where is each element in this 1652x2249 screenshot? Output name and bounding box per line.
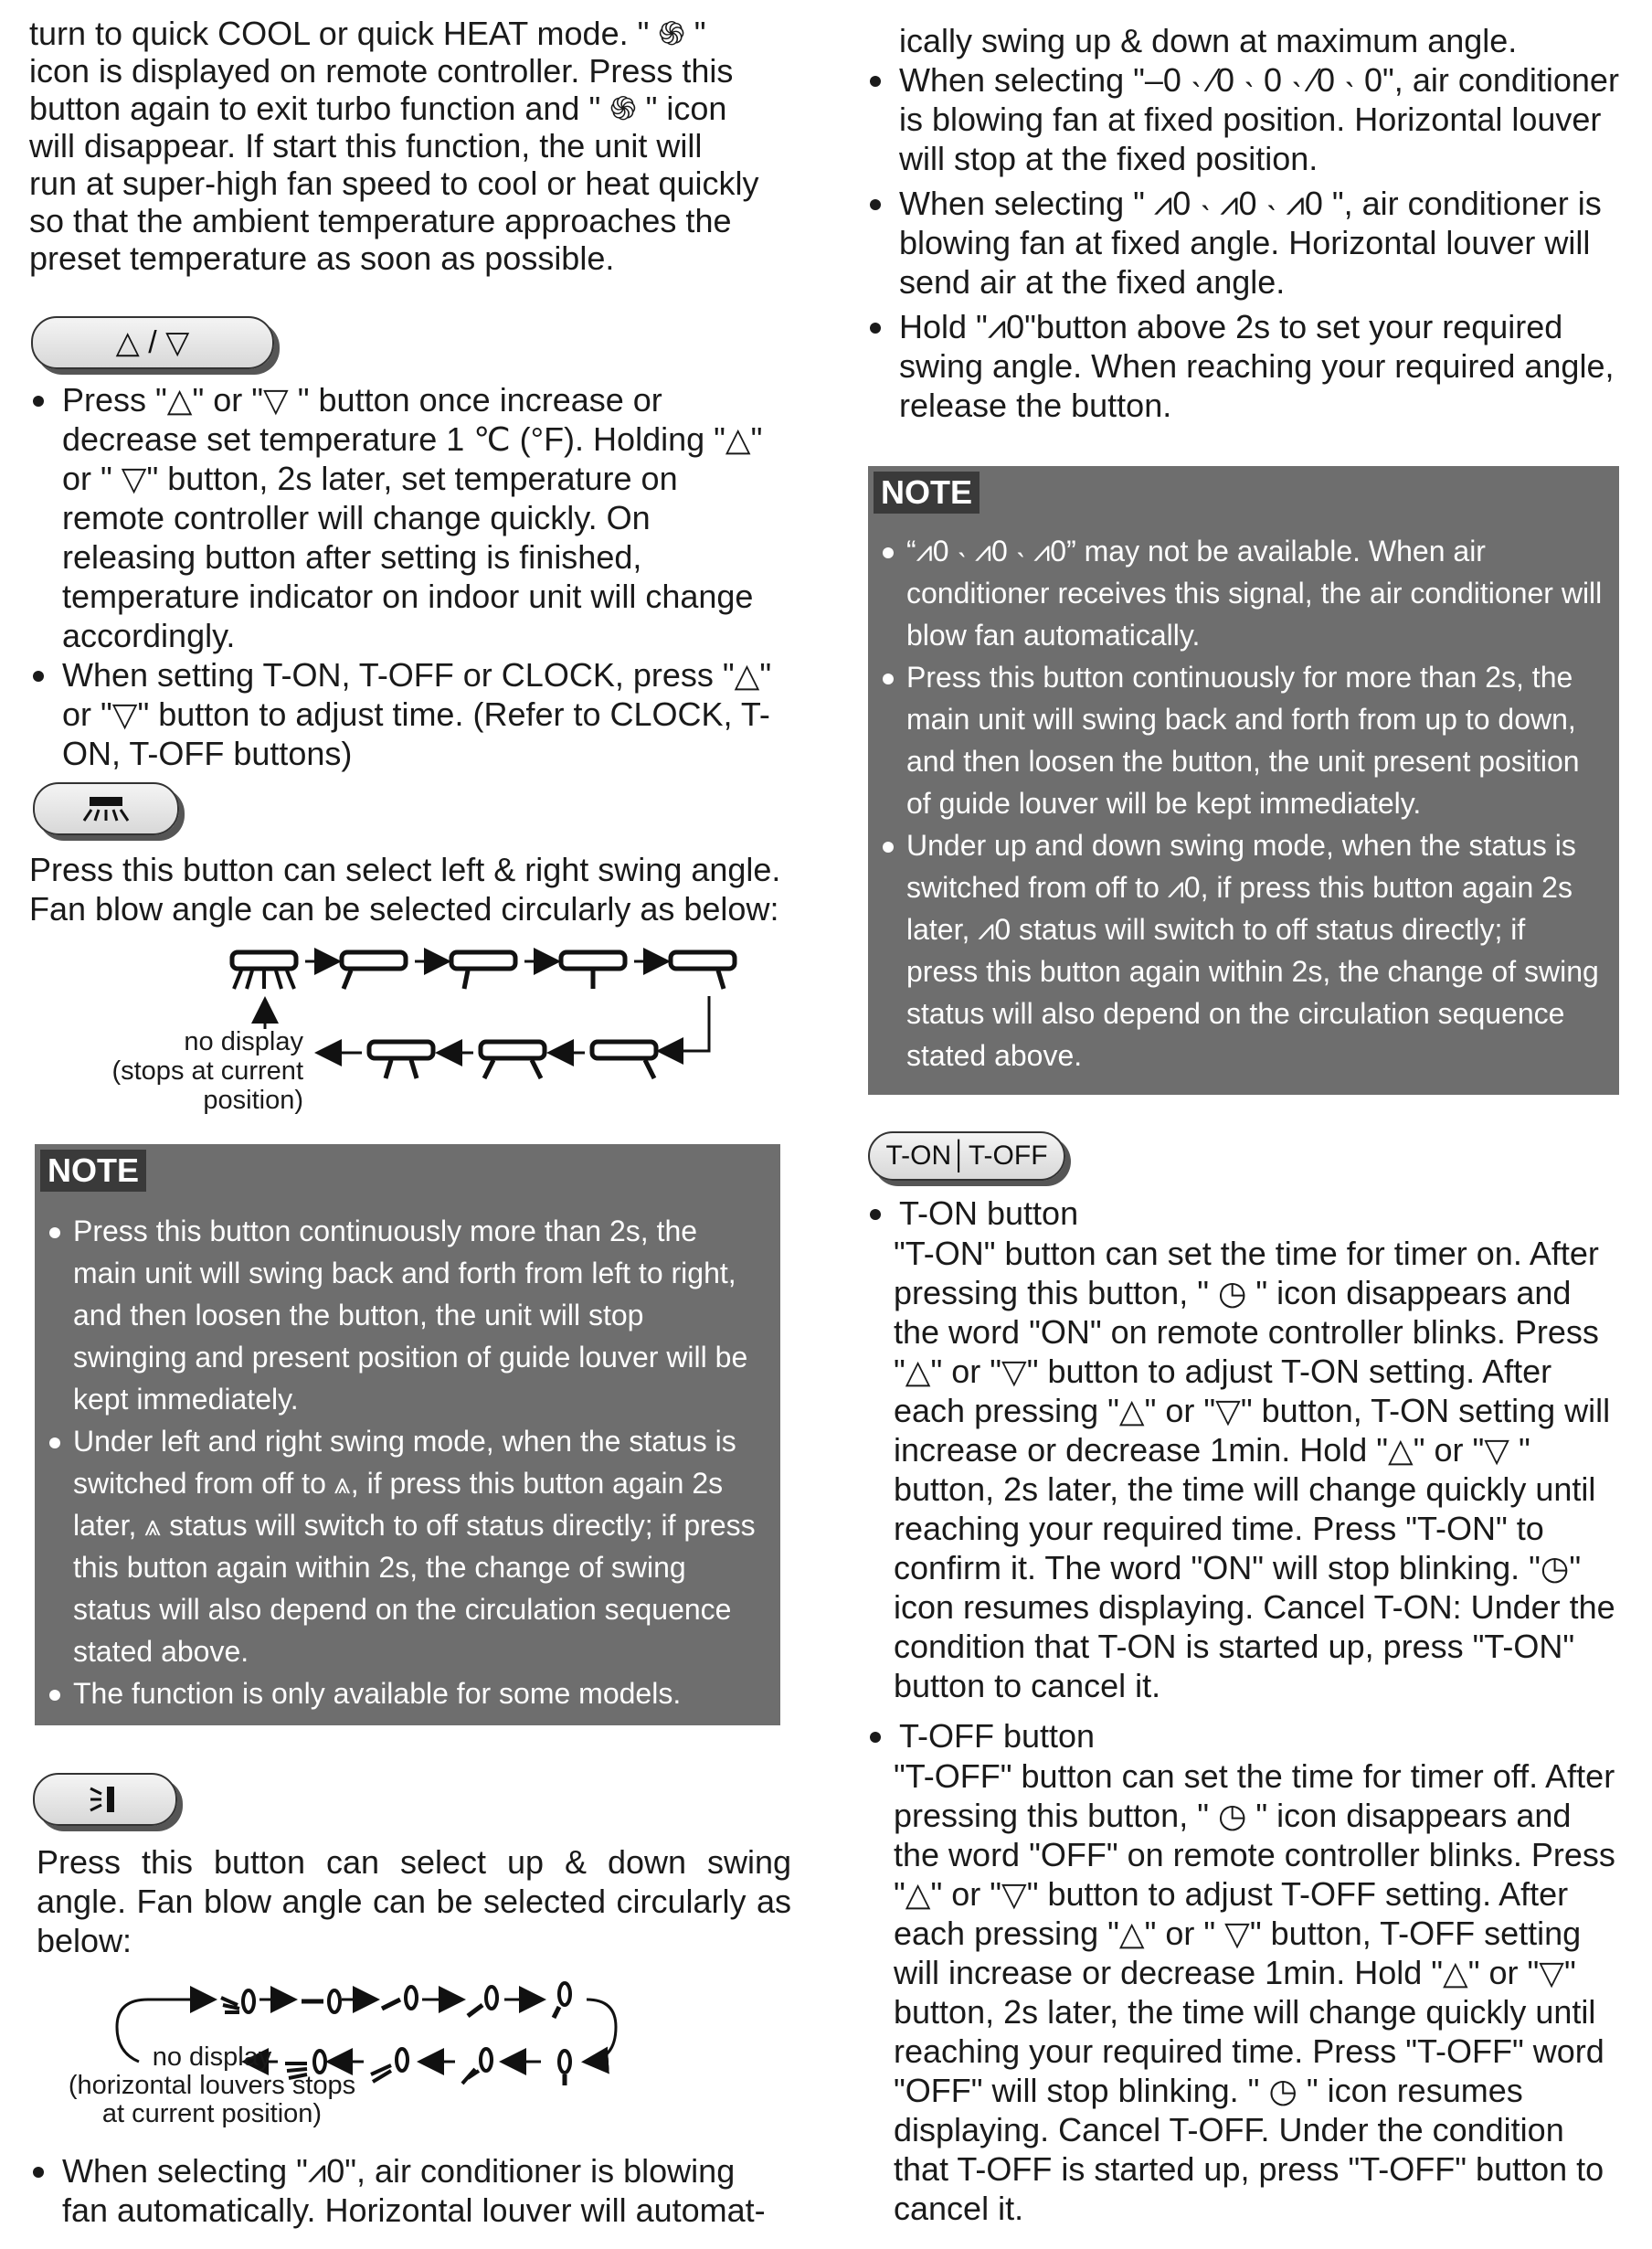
list-item: Hold "⩘0"button above 2s to set your required swing angle. When reaching your required angle, release the button. — [866, 307, 1625, 425]
ton-heading: T-ON button — [866, 1193, 1625, 1233]
lr-swing-icon — [80, 795, 132, 822]
ton-text: "T-ON" button can set the time for timer on. After pressing this button, " ◷ " icon disappears and the word "ON" on remote controller blinks. Press "△" or "▽" button to adjust T-ON setting. After each pressing "△" or "▽" button, T-ON setting will increase or decrease 1min. Hold "△" or "▽ " button, 2s later, the time will change quickly until reaching your required time. Press "T-ON" to confirm it. The word "ON" will stop blinking. "◷" icon resumes displaying. Cancel T-ON: Under the condition that T-ON is started up, press "T-ON" button to cancel it. — [894, 1235, 1615, 1704]
louver-state-icon — [232, 952, 296, 989]
toff-text: "T-OFF" button can set the time for timer off. After pressing this button, " ◷ " icon disappears and the word "OFF" on remote controller blinks. Press "△" or "▽" button to adjust T-OFF setting. After each pressing "△" or " ▽" button, T-OFF setting will increase or decrease 1min. Hold "△" or "▽" button, 2s later, the time will change quickly until reaching your required time. Press "T-OFF" word "OFF" will stop blinking. " ◷ " icon resumes displaying. Cancel T-OFF. Under the condition that T-OFF is started up, press "T-OFF" button to cancel it. — [894, 1757, 1615, 2227]
louver-state-icon — [671, 952, 735, 989]
louver-state-icon — [451, 952, 515, 989]
vertical-louver-icon — [559, 2051, 570, 2085]
list-item: When setting T-ON, T-OFF or CLOCK, press "△" or "▽" button to adjust time. (Refer to CLOCK, T-ON, T-OFF buttons) — [29, 655, 788, 773]
lr-swing-text: Press this button can select left & right swing angle. Fan blow angle can be selected circularly as below: — [29, 851, 781, 928]
toff-heading: T-OFF button — [866, 1716, 1625, 1756]
note-box-ud — [868, 466, 1619, 1095]
timer-on-off-button[interactable] — [868, 1131, 1065, 1181]
vertical-louver-icon — [554, 1983, 570, 2018]
louver-state-icon — [342, 952, 406, 989]
note-box-lr — [35, 1144, 780, 1725]
list-item: When selecting " ⩘0 ˴ ⩘0 ˴ ⩘0 ", air conditioner is blowing fan at fixed angle. Horizontal louver will send air at the fixed angle. — [866, 184, 1625, 302]
ud-swing-icon — [87, 1783, 123, 1816]
list-item: Press "△" or "▽ " button once increase or decrease set temperature 1 ℃ (°F). Holding "△" or " ▽" button, 2s later, set temperature on remote controller will change quickly. On releasing button after setting is finished, temperature indicator on indoor unit will change accordingly. — [29, 380, 788, 655]
swing-bullets — [866, 60, 1625, 425]
caption-line: no display — [184, 1027, 303, 1056]
caption-line: at current position) — [101, 2099, 323, 2128]
caption-line: no display — [152, 2042, 272, 2072]
temp-bullets — [29, 380, 788, 773]
louver-state-icon — [561, 952, 625, 989]
up-down-swing-button[interactable] — [33, 1773, 177, 1826]
note-item: Press this button continuously more than 2s, the main unit will swing back and forth from left to right, and then loosen the button, the unit will stop swinging and present position of guide louver will be kept immediately. — [35, 1210, 764, 1420]
left-right-swing-button[interactable] — [33, 782, 179, 835]
vertical-louver-icon — [382, 1987, 417, 2009]
lr-diagram-caption — [48, 1027, 303, 1115]
toff-section — [866, 1716, 1625, 1756]
louver-state-icon — [369, 1042, 433, 1078]
note-item: The function is only available for some models. — [35, 1672, 764, 1714]
ud-diagram-caption — [66, 2043, 358, 2128]
intro-line: icon is displayed on remote controller. Press this — [29, 52, 734, 90]
ud-bullets — [29, 2151, 788, 2230]
louver-state-icon — [481, 1042, 545, 1078]
continued-line: ically swing up & down at maximum angle. — [899, 22, 1518, 59]
vertical-louver-icon — [221, 1990, 254, 2012]
list-item: When selecting "–0 ˴ ⁄0 ˴ 0 ˴ ⁄0 ˴ 0", air conditioner is blowing fan at fixed position. Horizontal louver will stop at the fixed position. — [866, 60, 1625, 178]
note-item: “⩘0 ˴ ⩘0 ˴ ⩘0” may not be available. When air conditioner receives this signal, the air conditioner will blow fan automatically. — [868, 530, 1603, 656]
ud-swing-text: Press this button can select up & down swing angle. Fan blow angle can be selected circularly as below: — [37, 1843, 791, 1959]
intro-line: run at super-high fan speed to cool or heat quickly — [29, 164, 759, 202]
vertical-louver-icon — [371, 2049, 408, 2082]
note-item: Press this button continuously for more than 2s, the main unit will swing back and forth from up to down, and then loosen the button, the unit present position of guide louver will be kept immediately. — [868, 656, 1603, 824]
note-list — [868, 530, 1619, 1077]
intro-line: turn to quick COOL or quick HEAT mode. " ֍ " — [29, 15, 706, 52]
intro-line: will disappear. If start this function, the unit will — [29, 127, 703, 164]
note-item: Under left and right swing mode, when the status is switched from off to ⩓, if press this button again 2s later, ⩓ status will switch to off status directly; if press this button again within 2s, the change of swing status will also depend on the circulation sequence stated above. — [35, 1420, 764, 1672]
turbo-intro — [29, 15, 788, 277]
list-item: When selecting "⩘0", air conditioner is blowing fan automatically. Horizontal louver will automat- — [29, 2151, 788, 2230]
intro-line: so that the ambient temperature approaches the — [29, 202, 732, 239]
note-title: NOTE — [40, 1150, 146, 1192]
caption-line: (stops at current — [111, 1056, 303, 1086]
vertical-louver-icon — [302, 1990, 340, 2012]
intro-line: preset temperature as soon as possible. — [29, 239, 615, 277]
temp-button-label: △ / ▽ — [115, 325, 190, 360]
ton-section — [866, 1193, 1625, 1233]
caption-line: position) — [203, 1086, 303, 1115]
vertical-louver-icon — [462, 2049, 492, 2084]
caption-line: (horizontal louvers stops — [68, 2071, 356, 2100]
note-list — [35, 1210, 780, 1714]
timer-button-label: T-ON│T-OFF — [885, 1140, 1048, 1171]
intro-line: button again to exit turbo function and " ֍ " icon — [29, 90, 727, 127]
vertical-louver-icon — [468, 1987, 497, 2016]
louver-state-icon — [592, 1042, 656, 1078]
temp-up-down-button[interactable] — [31, 316, 274, 369]
note-title: NOTE — [874, 472, 980, 514]
note-item: Under up and down swing mode, when the status is switched from off to ⩘0, if press this button again 2s later, ⩘0 status will switch to off status directly; if press this button again within 2s, the change of swing status will also depend on the circulation sequence stated above. — [868, 824, 1603, 1077]
